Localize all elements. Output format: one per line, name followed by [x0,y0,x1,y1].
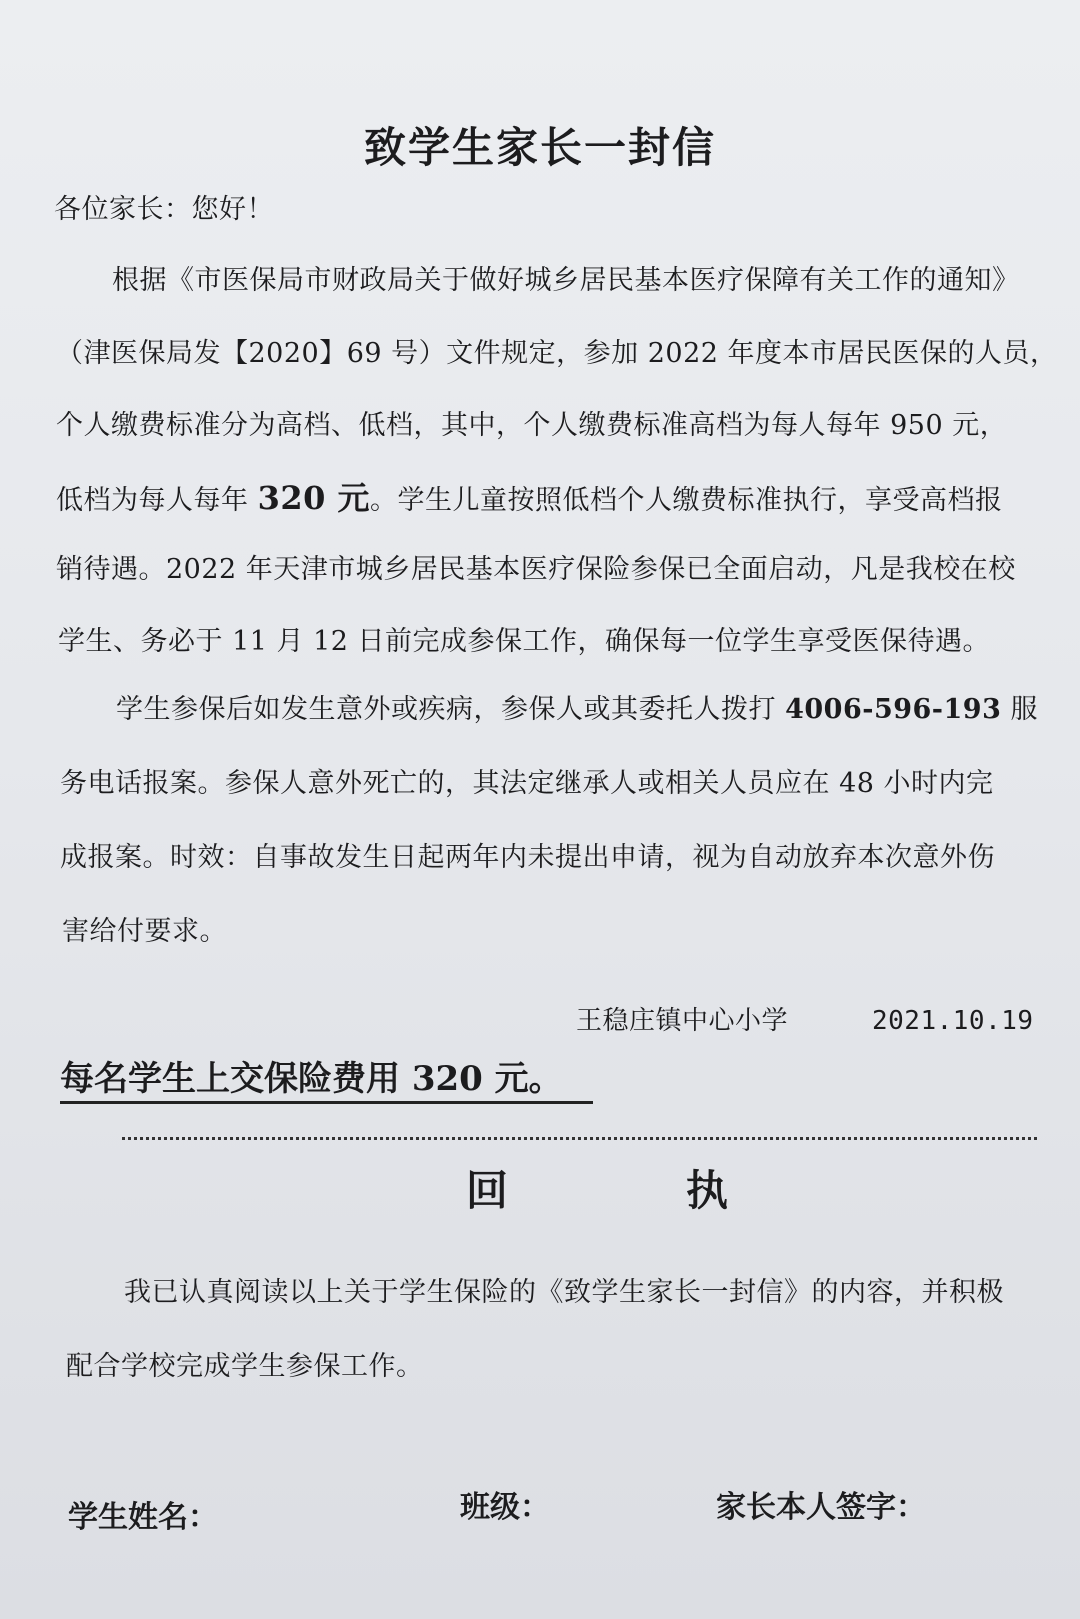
paragraph2-line3: 成报案。时效：自事故发生日起两年内未提出申请，视为自动放弃本次意外伤 [60,842,995,873]
greeting: 各位家长：您好！ [54,194,274,225]
paragraph1-line6: 学生、务必于 11 月 12 日前完成参保工作，确保每一位学生享受医保待遇。 [58,626,991,657]
paragraph2-line1 [116,692,1038,728]
paragraph2-line1-part1: 学生参保后如发生意外或疾病，参保人或其委托人拨打 [116,694,786,725]
paragraph1-line2: （津医保局发【2020】69 号）文件规定，参加 2022 年度本市居民医保的人员， [56,338,1058,369]
letter-title: 致学生家长一封信 [363,123,716,172]
paragraph1-line5: 销待遇。2022 年天津市城乡居民基本医疗保险参保已全面启动，凡是我校在校 [56,554,1016,585]
class-label: 班级： [460,1490,550,1525]
receipt-title-char1: 回 [466,1166,509,1215]
paragraph1-line4-part2: 。学生儿童按照低档个人缴费标准执行，享受高档报 [370,485,1003,516]
paragraph1-line3: 个人缴费标准分为高档、低档，其中，个人缴费标准高档为每人每年 950 元， [56,410,1008,441]
paragraph1-line1: 根据《市医保局市财政局关于做好城乡居民基本医疗保障有关工作的通知》 [112,265,1020,296]
paragraph1-line4-part1: 低档为每人每年 [56,485,258,516]
paragraph2-line4: 害给付要求。 [62,916,227,947]
student-name-label: 学生姓名： [68,1500,218,1535]
receipt-title-char2: 执 [686,1166,729,1215]
service-phone-number: 4006-596-193 [785,694,1002,725]
school-name: 王稳庄镇中心小学 [576,1006,789,1036]
receipt-line2: 配合学校完成学生参保工作。 [66,1351,424,1382]
tear-off-divider [122,1137,1037,1140]
paragraph1-line4 [56,480,1003,519]
paragraph2-line2: 务电话报案。参保人意外死亡的，其法定继承人或相关人员应在 48 小时内完 [60,768,994,799]
receipt-line1: 我已认真阅读以上关于学生保险的《致学生家长一封信》的内容，并积极 [124,1277,1004,1308]
paragraph2-line1-part2: 服 [1001,694,1038,725]
low-tier-amount: 320 元 [257,479,371,517]
fee-note: 每名学生上交保险费用 320 元。 [60,1057,593,1104]
parent-signature-label: 家长本人签字： [716,1490,926,1525]
letter-date: 2021.10.19 [872,1006,1034,1036]
